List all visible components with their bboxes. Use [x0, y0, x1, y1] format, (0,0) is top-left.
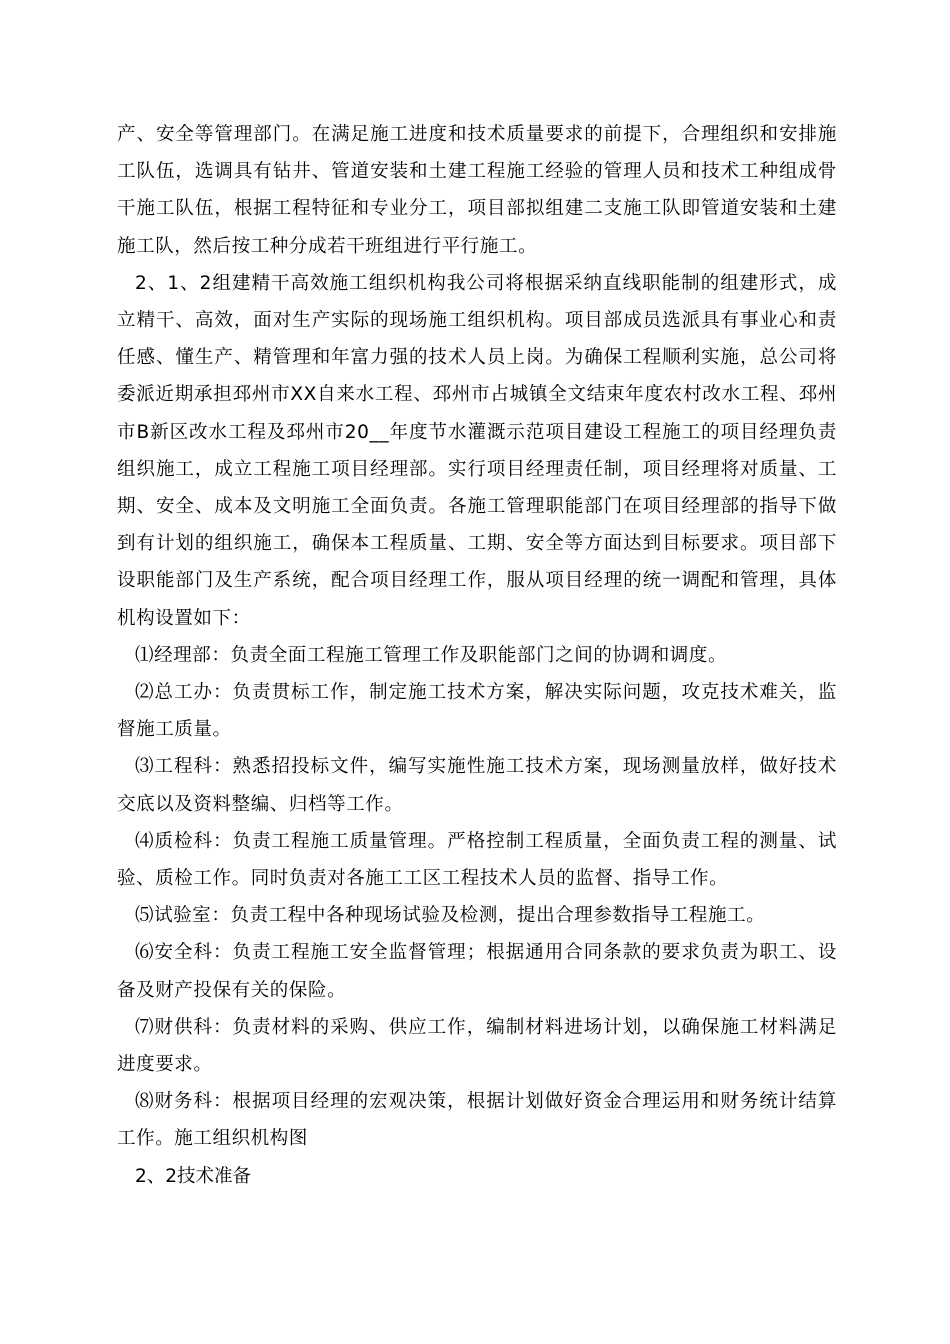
item-laboratory: ⑸试验室：负责工程中各种现场试验及检测，提出合理参数指导工程施工。 [135, 905, 766, 927]
item-supply-section: ⑺财供科：负责材料的采购、供应工作，编制材料进场计划，以确保施工材料满足进度要求。 [117, 1016, 837, 1076]
document-body [117, 116, 837, 1195]
item-safety-section: ⑹安全科：负责工程施工安全监督管理；根据通用合同条款的要求负责为职工、设备及财产投保有关的保险。 [117, 942, 837, 1001]
item-quality-inspection-section: ⑷质检科：负责工程施工质量管理。严格控制工程质量，全面负责工程的测量、试验、质检工作。同时负责对各施工工区工程技术人员的监督、指导工作。 [117, 830, 837, 890]
item-chief-engineer-office: ⑵总工办：负责贯标工作，制定施工技术方案，解决实际问题，攻克技术难关，监督施工质量。 [117, 682, 837, 741]
item-finance-section: ⑻财务科：根据项目经理的宏观决策，根据计划做好资金合理运用和财务统计结算工作。施工组织机构图 [117, 1091, 837, 1150]
paragraph-management-departments: 产、安全等管理部门。在满足施工进度和技术质量要求的前提下，合理组织和安排施工队伍，选调具有钻井、管道安装和土建工程施工经验的管理人员和技术工种组成骨干施工队伍，根据工程特征和专业分工，项目部拟组建二支施工队即管道安装和土建施工队，然后按工种分成若干班组进行平行施工。 [117, 124, 837, 257]
item-manager-department: ⑴经理部：负责全面工程施工管理工作及职能部门之间的协调和调度。 [135, 644, 728, 666]
paragraph-organization-setup: 2、1、2组建精干高效施工组织机构我公司将根据采纳直线职能制的组建形式，成立精干、高效，面对生产实际的现场施工组织机构。项目部成员选派具有事业心和责任感、懂生产、精管理和年富力强的技术人员上岗。为确保工程顺利实施，总公司将委派近期承担邳州市XX自来水工程、邳州市占城镇全文结束年度农村改水工程、邳州市B新区改水工程及邳州市20__年度节水灌溉示范项目建设工程施工的项目经理负责组织施工，成立工程施工项目经理部。实行项目经理责任制，项目经理将对质量、工期、安全、成本及文明施工全面负责。各施工管理职能部门在项目经理部的指导下做到有计划的组织施工，确保本工程质量、工期、安全等方面达到目标要求。项目部下设职能部门及生产系统，配合项目经理工作，服从项目经理的统一调配和管理，具体机构设置如下： [117, 272, 837, 629]
item-engineering-section: ⑶工程科：熟悉招投标文件，编写实施性施工技术方案，现场测量放样，做好技术交底以及资料整编、归档等工作。 [117, 756, 837, 815]
section-heading-technical-preparation: 2、2技术准备 [135, 1165, 252, 1187]
